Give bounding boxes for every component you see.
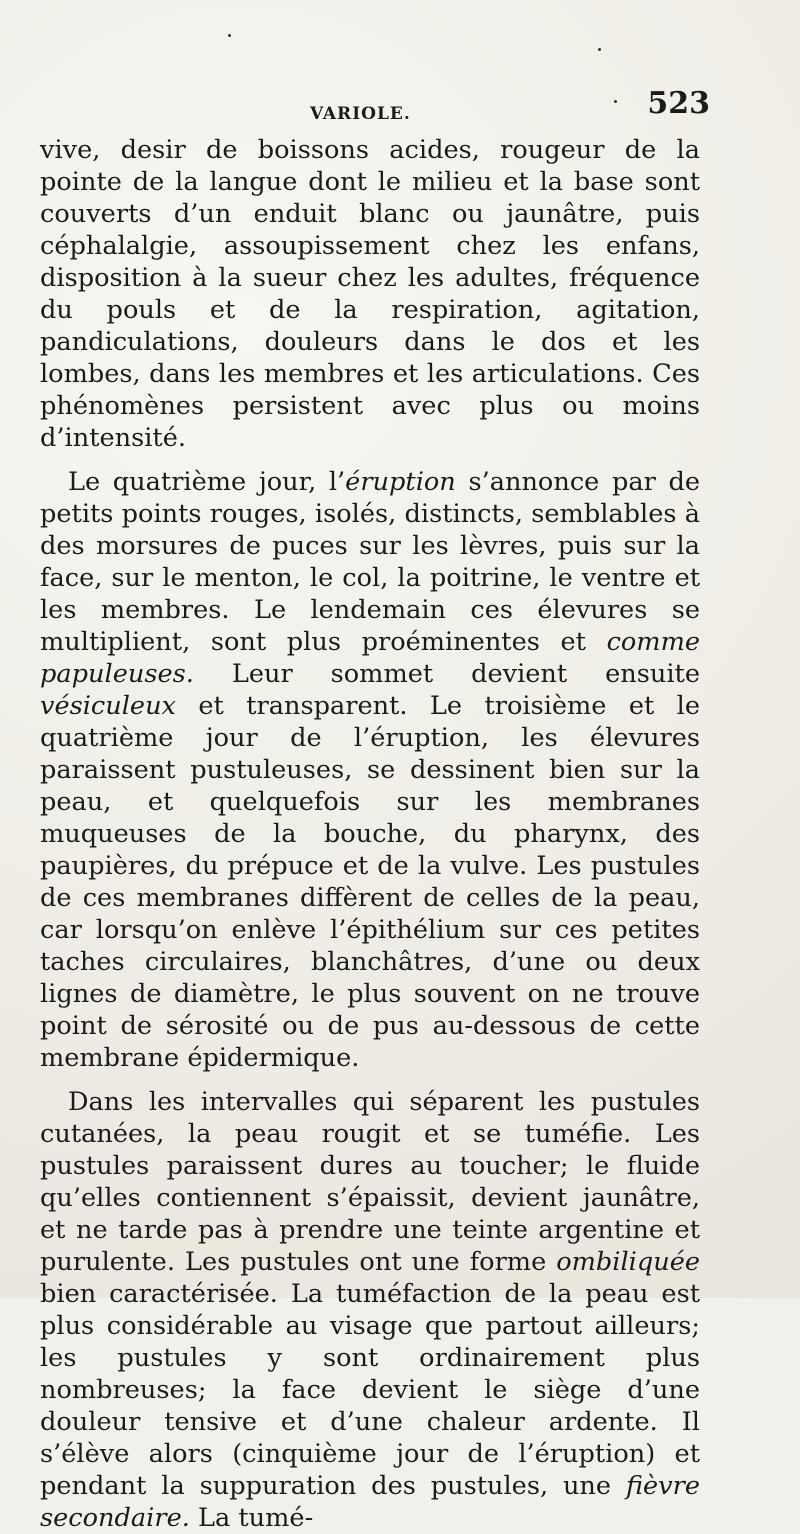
text-run: Dans les intervalles qui séparent les pustules cutanées, la peau rougit et se tuméfie. Les pustules paraissent dures au toucher; le fluide qu’elles contiennent s’épaissit, devient jaunâtre, et ne tarde pas à prendre une teinte argentine et purulente. Les pustules ont une forme — [40, 1087, 700, 1277]
text-run: La tumé- — [189, 1503, 314, 1533]
text-run: et transparent. Le troisième et le quatrième jour de l’éruption, les élevures paraissent pustuleuses, se dessinent bien sur la peau, et quelquefois sur les membranes muqueuses de la bouche, du pharynx, des paupières, du prépuce et de la vulve. Les pustules de ces membranes diffèrent de celles de la peau, car lorsqu’on enlève l’épithélium sur ces petites taches circulaires, blanchâtres, d’une ou deux lignes de diamètre, le plus souvent on ne trouve point de sérosité ou de pus au-dessous de cette membrane épidermique. — [40, 691, 700, 1073]
italic-term: comme papuleuses. — [40, 627, 700, 689]
text-run: bien caractérisée. La tuméfaction de la peau est plus considérable au visage que partout ailleurs; les pustules y sont ordinairement plus nombreuses; la face devient le siège d’une douleur tensive et d’une chaleur ardente. Il s’élève alors (cinquième jour de l’éruption) et pendant la suppuration des pustules, une — [40, 1279, 700, 1501]
text-run: s’annonce par de petits points rouges, isolés, distincts, semblables à des morsures de puces sur les lèvres, puis sur la face, sur le menton, le col, la poitrine, le ventre et les membres. Le lendemain ces élevures se multiplient, sont plus proéminentes et — [40, 467, 700, 657]
text-run: vive, desir de boissons acides, rougeur de la pointe de la langue dont le milieu et la base sont couverts d’un enduit blanc ou jaunâtre, puis céphalalgie, assoupissement chez les enfans, disposition à la sueur chez les adultes, fréquence du pouls et de la respiration, agitation, pandiculations, douleurs dans le dos et les lombes, dans les membres et les articulations. Ces phénomènes persistent avec plus ou moins d’intensité. — [40, 135, 700, 453]
italic-term: éruption — [345, 467, 456, 497]
paragraph — [40, 466, 700, 1074]
italic-term: ombiliquée — [556, 1247, 700, 1277]
page-number: 523 — [647, 86, 710, 121]
paragraph — [40, 134, 700, 454]
running-title: VARIOLE. — [310, 104, 411, 124]
text-run: Le quatrième jour, l’ — [68, 467, 346, 497]
page-header — [40, 86, 710, 132]
text-run: Leur sommet devient ensuite — [193, 659, 700, 689]
paragraph — [40, 1086, 700, 1534]
body-text — [40, 134, 700, 1534]
italic-term: fièvre secondaire. — [40, 1471, 700, 1533]
italic-term: vésiculeux — [40, 691, 176, 721]
